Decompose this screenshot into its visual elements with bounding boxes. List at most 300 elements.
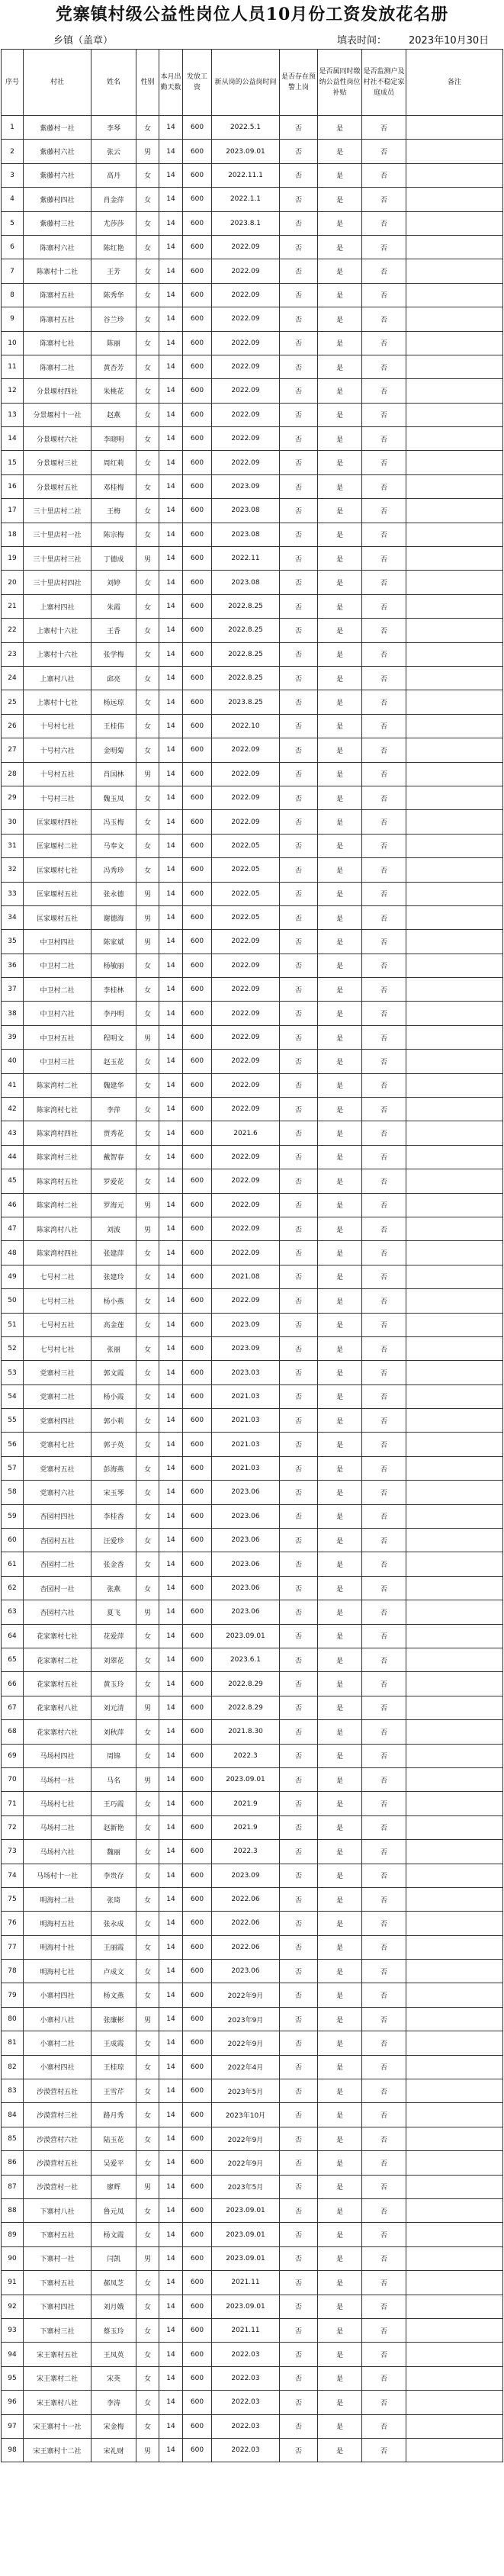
cell-gender: 女: [136, 1864, 159, 1887]
cell-village: 陈寨村二社: [24, 355, 91, 378]
cell-monitored: 否: [362, 2055, 406, 2079]
cell-gender: 女: [136, 1169, 159, 1193]
cell-remark: [406, 1098, 503, 1121]
cell-village: 党寨村七社: [24, 1433, 91, 1456]
table-row: [2, 1098, 503, 1121]
cell-start-date: 2023.09.01: [212, 2246, 280, 2270]
cell-monitored: 否: [362, 954, 406, 977]
table-row: [2, 1864, 503, 1887]
cell-index: 13: [2, 403, 24, 426]
cell-attendance: 14: [159, 1361, 183, 1384]
cell-wage: 600: [183, 834, 212, 857]
table-row: [2, 2031, 503, 2055]
cell-warning: 否: [280, 1887, 318, 1911]
table-row: [2, 1289, 503, 1313]
cell-index: 65: [2, 1648, 24, 1672]
cell-village: 中卫村六社: [24, 1002, 91, 1025]
cell-wage: 600: [183, 954, 212, 977]
table-row: [2, 1336, 503, 1360]
cell-village: 沙漠营村一社: [24, 2175, 91, 2198]
cell-wage: 600: [183, 714, 212, 738]
cell-subsidy: 是: [318, 2175, 362, 2198]
cell-remark: [406, 1025, 503, 1049]
table-row: [2, 2079, 503, 2103]
cell-village: 中卫村二社: [24, 978, 91, 1002]
cell-monitored: 否: [362, 1169, 406, 1193]
cell-index: 91: [2, 2271, 24, 2295]
cell-remark: [406, 1361, 503, 1384]
table-row: [2, 690, 503, 714]
cell-attendance: 14: [159, 2198, 183, 2222]
cell-village: 紫藤村一社: [24, 116, 91, 140]
table-row: [2, 163, 503, 187]
cell-wage: 600: [183, 1935, 212, 1959]
cell-village: 七号村二社: [24, 1265, 91, 1288]
cell-village: 陈家湾村八社: [24, 1217, 91, 1240]
cell-attendance: 14: [159, 2127, 183, 2150]
cell-gender: 女: [136, 499, 159, 523]
table-row: [2, 1002, 503, 1025]
cell-start-date: 2022.8.25: [212, 666, 280, 690]
cell-monitored: 否: [362, 2246, 406, 2270]
cell-village: 沙漠营村三社: [24, 2103, 91, 2127]
cell-remark: [406, 2438, 503, 2462]
cell-start-date: 2022年9月: [212, 2151, 280, 2175]
cell-attendance: 14: [159, 1241, 183, 1265]
cell-remark: [406, 1792, 503, 1815]
cell-attendance: 14: [159, 571, 183, 594]
cell-subsidy: 是: [318, 1792, 362, 1815]
table-row: [2, 2055, 503, 2079]
cell-gender: 女: [136, 1960, 159, 1983]
cell-name: 金明菊: [91, 738, 136, 762]
cell-warning: 否: [280, 2246, 318, 2270]
cell-name: 路月秀: [91, 2103, 136, 2127]
cell-index: 12: [2, 379, 24, 403]
cell-remark: [406, 1409, 503, 1433]
cell-subsidy: 是: [318, 1767, 362, 1791]
header-remark: 备注: [406, 50, 503, 116]
cell-monitored: 否: [362, 1336, 406, 1360]
cell-village: 小寨村四社: [24, 2055, 91, 2079]
cell-warning: 否: [280, 1002, 318, 1025]
cell-name: 贾秀花: [91, 1121, 136, 1145]
cell-monitored: 否: [362, 1983, 406, 2007]
table-row: [2, 2103, 503, 2127]
cell-start-date: 2022年4月: [212, 2055, 280, 2079]
cell-start-date: 2023.06: [212, 1552, 280, 1576]
cell-name: 罗爱花: [91, 1169, 136, 1193]
cell-wage: 600: [183, 2391, 212, 2414]
cell-attendance: 14: [159, 1529, 183, 1552]
cell-gender: 女: [136, 1744, 159, 1767]
cell-start-date: 2022.09: [212, 1241, 280, 1265]
cell-name: 卢成文: [91, 1960, 136, 1983]
cell-gender: 女: [136, 211, 159, 235]
cell-start-date: 2021.03: [212, 1409, 280, 1433]
cell-remark: [406, 2271, 503, 2295]
cell-warning: 否: [280, 499, 318, 523]
cell-start-date: 2023.03: [212, 1361, 280, 1384]
cell-warning: 否: [280, 1193, 318, 1217]
cell-remark: [406, 2318, 503, 2342]
cell-village: 分景堰村六社: [24, 427, 91, 451]
cell-index: 95: [2, 2366, 24, 2390]
cell-gender: 女: [136, 594, 159, 618]
cell-wage: 600: [183, 1648, 212, 1672]
cell-wage: 600: [183, 2343, 212, 2366]
cell-index: 85: [2, 2127, 24, 2150]
cell-subsidy: 是: [318, 1815, 362, 1839]
table-row: [2, 1241, 503, 1265]
cell-warning: 否: [280, 547, 318, 571]
cell-monitored: 否: [362, 1744, 406, 1767]
table-row: [2, 1265, 503, 1288]
cell-attendance: 14: [159, 163, 183, 187]
cell-gender: 女: [136, 690, 159, 714]
cell-name: 张琦: [91, 1887, 136, 1911]
cell-remark: [406, 1744, 503, 1767]
cell-index: 11: [2, 355, 24, 378]
table-row: [2, 1792, 503, 1815]
cell-village: 杏园村一社: [24, 1576, 91, 1600]
table-row: [2, 331, 503, 355]
cell-gender: 女: [136, 259, 159, 283]
cell-index: 67: [2, 1696, 24, 1719]
header-warning: 是否存在预警上岗: [280, 50, 318, 116]
cell-village: 匡家堰村五社: [24, 905, 91, 929]
cell-index: 84: [2, 2103, 24, 2127]
cell-attendance: 14: [159, 2151, 183, 2175]
cell-wage: 600: [183, 235, 212, 259]
cell-name: 黄玉玲: [91, 1672, 136, 1696]
cell-index: 43: [2, 1121, 24, 1145]
cell-start-date: 2022.09: [212, 738, 280, 762]
cell-start-date: 2022.5.1: [212, 116, 280, 140]
cell-wage: 600: [183, 259, 212, 283]
cell-village: 紫藤村四社: [24, 188, 91, 211]
cell-monitored: 否: [362, 2438, 406, 2462]
cell-index: 57: [2, 1456, 24, 1480]
cell-remark: [406, 283, 503, 307]
table-row: [2, 1050, 503, 1073]
cell-start-date: 2023年10月: [212, 2103, 280, 2127]
cell-monitored: 否: [362, 499, 406, 523]
cell-remark: [406, 1433, 503, 1456]
cell-wage: 600: [183, 1600, 212, 1624]
cell-village: 明海村二社: [24, 1887, 91, 1911]
cell-monitored: 否: [362, 1935, 406, 1959]
cell-attendance: 14: [159, 1409, 183, 1433]
table-row: [2, 451, 503, 474]
cell-warning: 否: [280, 1648, 318, 1672]
cell-warning: 否: [280, 2414, 318, 2438]
cell-wage: 600: [183, 547, 212, 571]
cell-village: 陈家湾村四社: [24, 1121, 91, 1145]
cell-wage: 600: [183, 1409, 212, 1433]
table-row: [2, 1696, 503, 1719]
cell-start-date: 2022.09: [212, 1169, 280, 1193]
cell-attendance: 14: [159, 1696, 183, 1719]
cell-village: 宋王寨村十二社: [24, 2438, 91, 2462]
table-row: [2, 882, 503, 905]
cell-wage: 600: [183, 474, 212, 498]
cell-village: 中卫村二社: [24, 954, 91, 977]
cell-start-date: 2023年5月: [212, 2175, 280, 2198]
cell-subsidy: 是: [318, 1433, 362, 1456]
cell-subsidy: 是: [318, 810, 362, 834]
cell-start-date: 2021.9: [212, 1792, 280, 1815]
table-row: [2, 954, 503, 977]
cell-remark: [406, 978, 503, 1002]
cell-monitored: 否: [362, 1241, 406, 1265]
cell-start-date: 2022.03: [212, 2343, 280, 2366]
cell-gender: 女: [136, 1935, 159, 1959]
cell-monitored: 否: [362, 1073, 406, 1097]
cell-warning: 否: [280, 1361, 318, 1384]
cell-subsidy: 是: [318, 116, 362, 140]
cell-start-date: 2021.9: [212, 1815, 280, 1839]
header-start-date: 新从岗的公益岗时间: [212, 50, 280, 116]
cell-start-date: 2023.09: [212, 1313, 280, 1336]
cell-subsidy: 是: [318, 2438, 362, 2462]
cell-gender: 女: [136, 1361, 159, 1384]
cell-start-date: 2021.03: [212, 1456, 280, 1480]
cell-name: 邱亮: [91, 666, 136, 690]
cell-name: 黄杏芳: [91, 355, 136, 378]
cell-monitored: 否: [362, 1600, 406, 1624]
cell-name: 刘翠花: [91, 1648, 136, 1672]
cell-name: 陈家斌: [91, 930, 136, 954]
cell-name: 魏建华: [91, 1073, 136, 1097]
cell-start-date: 2022.09: [212, 930, 280, 954]
cell-subsidy: 是: [318, 1025, 362, 1049]
cell-wage: 600: [183, 1887, 212, 1911]
cell-start-date: 2022.8.29: [212, 1696, 280, 1719]
cell-warning: 否: [280, 2438, 318, 2462]
cell-gender: 女: [136, 2271, 159, 2295]
cell-monitored: 否: [362, 882, 406, 905]
cell-attendance: 14: [159, 2366, 183, 2390]
cell-subsidy: 是: [318, 1696, 362, 1719]
cell-gender: 女: [136, 1121, 159, 1145]
cell-index: 14: [2, 427, 24, 451]
cell-name: 王凤英: [91, 2343, 136, 2366]
cell-subsidy: 是: [318, 259, 362, 283]
cell-name: 鲁元凤: [91, 2198, 136, 2222]
cell-warning: 否: [280, 571, 318, 594]
cell-attendance: 14: [159, 1840, 183, 1864]
cell-index: 7: [2, 259, 24, 283]
cell-warning: 否: [280, 594, 318, 618]
cell-village: 陈家湾村四社: [24, 1241, 91, 1265]
cell-start-date: 2022年9月: [212, 1983, 280, 2007]
cell-remark: [406, 1815, 503, 1839]
cell-attendance: 14: [159, 1098, 183, 1121]
cell-warning: 否: [280, 331, 318, 355]
cell-wage: 600: [183, 355, 212, 378]
cell-attendance: 14: [159, 283, 183, 307]
cell-attendance: 14: [159, 1864, 183, 1887]
cell-subsidy: 是: [318, 905, 362, 929]
table-row: [2, 1552, 503, 1576]
cell-subsidy: 是: [318, 1600, 362, 1624]
cell-gender: 女: [136, 523, 159, 546]
cell-wage: 600: [183, 2151, 212, 2175]
header-name: 姓名: [91, 50, 136, 116]
table-row: [2, 2151, 503, 2175]
cell-village: 匡家堰村五社: [24, 882, 91, 905]
cell-subsidy: 是: [318, 1098, 362, 1121]
cell-wage: 600: [183, 1720, 212, 1744]
table-row: [2, 379, 503, 403]
cell-gender: 女: [136, 666, 159, 690]
cell-subsidy: 是: [318, 1576, 362, 1600]
cell-start-date: 2022.8.29: [212, 1672, 280, 1696]
cell-subsidy: 是: [318, 954, 362, 977]
cell-attendance: 14: [159, 2055, 183, 2079]
cell-wage: 600: [183, 666, 212, 690]
form-meta: [0, 29, 504, 49]
cell-wage: 600: [183, 2223, 212, 2246]
cell-monitored: 否: [362, 762, 406, 786]
cell-index: 32: [2, 858, 24, 882]
cell-monitored: 否: [362, 1864, 406, 1887]
cell-gender: 女: [136, 307, 159, 331]
cell-warning: 否: [280, 666, 318, 690]
cell-village: 宋王寨村八社: [24, 2391, 91, 2414]
cell-subsidy: 是: [318, 427, 362, 451]
cell-index: 54: [2, 1384, 24, 1408]
cell-gender: 男: [136, 2175, 159, 2198]
cell-index: 58: [2, 1481, 24, 1504]
cell-attendance: 14: [159, 116, 183, 140]
cell-wage: 600: [183, 1960, 212, 1983]
cell-gender: 女: [136, 954, 159, 977]
cell-remark: [406, 738, 503, 762]
cell-index: 37: [2, 978, 24, 1002]
cell-wage: 600: [183, 2414, 212, 2438]
cell-warning: 否: [280, 523, 318, 546]
cell-remark: [406, 2246, 503, 2270]
cell-monitored: 否: [362, 905, 406, 929]
cell-name: 张永成: [91, 1912, 136, 1935]
cell-warning: 否: [280, 1935, 318, 1959]
cell-village: 七号村五社: [24, 1313, 91, 1336]
cell-attendance: 14: [159, 1792, 183, 1815]
table-row: [2, 259, 503, 283]
cell-start-date: 2022.03: [212, 2438, 280, 2462]
cell-name: 丁德成: [91, 547, 136, 571]
cell-name: 杨小燕: [91, 1289, 136, 1313]
cell-remark: [406, 2079, 503, 2103]
cell-subsidy: 是: [318, 1456, 362, 1480]
cell-village: 明海村五社: [24, 1912, 91, 1935]
cell-subsidy: 是: [318, 2127, 362, 2150]
cell-monitored: 否: [362, 1792, 406, 1815]
cell-wage: 600: [183, 905, 212, 929]
cell-start-date: 2022.09: [212, 1025, 280, 1049]
cell-name: 郭文霞: [91, 1361, 136, 1384]
table-row: [2, 2343, 503, 2366]
table-row: [2, 2366, 503, 2390]
cell-name: 陆玉花: [91, 2127, 136, 2150]
cell-name: 罗海元: [91, 1193, 136, 1217]
cell-attendance: 14: [159, 666, 183, 690]
cell-warning: 否: [280, 1552, 318, 1576]
cell-monitored: 否: [362, 1361, 406, 1384]
cell-subsidy: 是: [318, 1864, 362, 1887]
cell-wage: 600: [183, 499, 212, 523]
cell-village: 花家寨村六社: [24, 1720, 91, 1744]
cell-warning: 否: [280, 1576, 318, 1600]
table-row: [2, 211, 503, 235]
cell-name: 王桂伟: [91, 714, 136, 738]
cell-monitored: 否: [362, 1145, 406, 1169]
cell-subsidy: 是: [318, 2366, 362, 2390]
cell-start-date: 2023.8.25: [212, 690, 280, 714]
cell-gender: 女: [136, 2055, 159, 2079]
cell-name: 闫凯: [91, 2246, 136, 2270]
cell-start-date: 2022.09: [212, 978, 280, 1002]
cell-gender: 男: [136, 140, 159, 163]
cell-index: 47: [2, 1217, 24, 1240]
cell-village: 花家寨村七社: [24, 1624, 91, 1648]
header-wage: 发放工资: [183, 50, 212, 116]
cell-subsidy: 是: [318, 523, 362, 546]
cell-attendance: 14: [159, 1313, 183, 1336]
cell-index: 63: [2, 1600, 24, 1624]
cell-name: 肖国林: [91, 762, 136, 786]
cell-subsidy: 是: [318, 1983, 362, 2007]
cell-village: 宋王寨村十一社: [24, 2414, 91, 2438]
cell-warning: 否: [280, 1983, 318, 2007]
cell-village: 小寨村八社: [24, 2007, 91, 2031]
cell-remark: [406, 1217, 503, 1240]
cell-warning: 否: [280, 474, 318, 498]
cell-attendance: 14: [159, 1145, 183, 1169]
cell-gender: 女: [136, 2318, 159, 2342]
cell-index: 45: [2, 1169, 24, 1193]
cell-remark: [406, 1912, 503, 1935]
cell-attendance: 14: [159, 1336, 183, 1360]
cell-name: 陈丽: [91, 331, 136, 355]
cell-monitored: 否: [362, 1624, 406, 1648]
cell-gender: 男: [136, 1767, 159, 1791]
cell-start-date: 2022.8.25: [212, 594, 280, 618]
cell-wage: 600: [183, 2007, 212, 2031]
cell-warning: 否: [280, 1265, 318, 1288]
cell-village: 陈家湾村五社: [24, 1169, 91, 1193]
table-row: [2, 1073, 503, 1097]
cell-attendance: 14: [159, 2079, 183, 2103]
cell-wage: 600: [183, 1265, 212, 1288]
cell-subsidy: 是: [318, 1289, 362, 1313]
cell-attendance: 14: [159, 140, 183, 163]
cell-gender: 女: [136, 714, 159, 738]
cell-monitored: 否: [362, 1025, 406, 1049]
cell-village: 马场村四社: [24, 1744, 91, 1767]
cell-start-date: 2022.11.1: [212, 163, 280, 187]
cell-start-date: 2023.09.01: [212, 2295, 280, 2318]
cell-monitored: 否: [362, 1217, 406, 1240]
cell-subsidy: 是: [318, 1002, 362, 1025]
table-row: [2, 116, 503, 140]
cell-gender: 女: [136, 331, 159, 355]
cell-remark: [406, 1002, 503, 1025]
cell-index: 39: [2, 1025, 24, 1049]
cell-warning: 否: [280, 451, 318, 474]
